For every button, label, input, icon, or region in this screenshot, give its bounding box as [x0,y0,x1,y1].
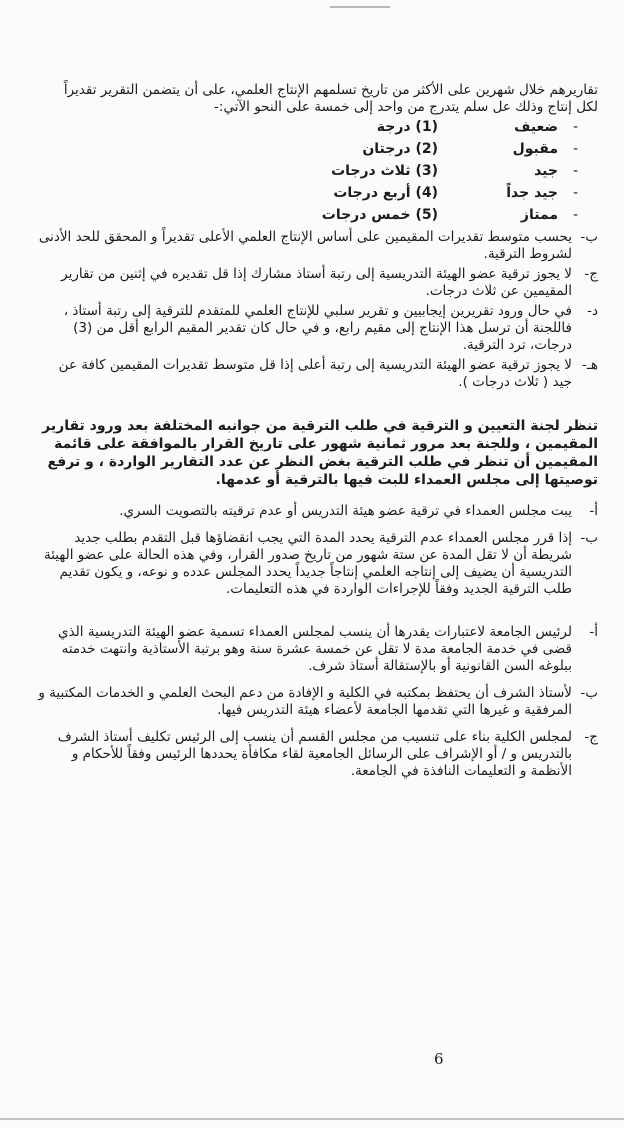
grades-list [258,116,578,226]
scan-artifact-top [330,6,390,8]
council-items [38,503,598,598]
grade-label: ممتاز [520,206,558,223]
item-marker: أ- [589,624,598,640]
intro-paragraph: تقاريرهم خلال شهرين على الأكثر من تاريخ تسلمهم الإنتاج العلمي، على أن يتضمن التقرير تقديراً لكل إنتاج وذلك عل سلم يتدرج من واحد إلى خمسة على النحو الآتي:- [63,82,598,115]
grade-label: مقبول [512,140,558,157]
item-marker: ب- [580,530,598,546]
grade-value: (5) خمس درجات [321,206,438,223]
page-number: 6 [434,1050,444,1068]
honorary-items [38,624,598,780]
grade-dash: - [572,162,578,179]
list-item [38,685,598,719]
grade-value: (1) درجة [376,118,438,135]
list-item [38,357,598,391]
grade-row [258,204,578,226]
grade-dash: - [572,206,578,223]
grade-value: (4) أربع درجات [333,184,438,201]
promotion-committee-paragraph: تنظر لجنة التعيين و الترقية في طلب الترقية من جوانبه المختلفة بعد ورود تقارير المقيمين ، وللجنة بعد مرور ثمانية شهور على تاريخ القرار بالموافقة على قائمة المقيمين أن تنظر في طلب الترقية بغض النظر عن عدد التقارير الواردة ، و ترفع توصيتها إلى مجلس العمداء للبت فيها بالترقية أو عدمها. [42,418,598,488]
grade-dash: - [572,118,578,135]
item-text: في حال ورود تقريرين إيجابيين و تقرير سلبي للإنتاج العلمي للمتقدم للترقية إلى رتبة أستاذ ، فاللجنة أن ترسل هذا الإنتاج إلى مقيم رابع، و في حال كان تقدير المقيم الرابع أقل من (3) درجات، ترد الترقية. [63,303,572,353]
list-item [38,729,598,780]
grade-value: (2) درجتان [362,140,438,157]
scan-artifact-bottom [0,1118,624,1120]
grade-dash: - [572,184,578,201]
list-item [38,303,598,354]
grade-value: (3) ثلاث درجات [331,162,438,179]
grade-row [258,116,578,138]
item-marker: ب- [580,229,598,245]
item-marker: أ- [589,503,598,519]
item-text: لرئيس الجامعة لاعتبارات يقدرها أن ينسب لمجلس العمداء تسمية عضو الهيئة التدريسية الذي قضى في خدمة الجامعة مدة لا تقل عن خمسة عشرة سنة وهو برتبة الأستاذية وانتهت خدمته ببلوغه السن القانونية أو بالإستقالة أستاذ شرف. [58,624,572,674]
grade-row [258,182,578,204]
item-text: لا يجوز ترقية عضو الهيئة التدريسية إلى رتبة أستاذ مشارك إذا قل تقديره في إثنين من تقارير المقيمين عن ثلاث درجات. [61,266,572,299]
grade-label: جيد [534,162,558,179]
grade-row [258,160,578,182]
item-text: يحسب متوسط تقديرات المقيمين على أساس الإنتاج العلمي الأعلى تقديراً و المحقق للحد الأدنى لشروط الترقية. [38,229,572,262]
list-item [38,229,598,263]
item-marker: ب- [580,685,598,701]
list-item [38,530,598,598]
item-text: لأستاذ الشرف أن يحتفظ بمكتبه في الكلية و الإفادة من دعم البحث العلمي و الخدمات المكتبية و المرفقية و غيرها التي تقدمها الجامعة لأعضاء هيئة التدريس فيها. [38,685,572,718]
page-content [38,82,598,780]
grade-dash: - [572,140,578,157]
list-item [38,266,598,300]
item-text: لمجلس الكلية بناء على تنسيب من مجلس القسم أن ينسب إلى الرئيس تكليف أستاذ الشرف بالتدريس و / أو الإشراف على الرسائل الجامعية لقاء مكافأة يحددها الرئيس وفقاً للأحكام و الأنظمة و التعليمات النافذة في الجامعة. [57,729,572,779]
item-text: إذا قرر مجلس العمداء عدم الترقية يحدد المدة التي يجب انقضاؤها قبل التقدم بطلب جديد شريطة أن لا تقل المدة عن ستة شهور من تاريخ صدور القرار، وفي هذه الحالة على عضو الهيئة التدريسية أن يضيف إلى إنتاجه العلمي إنتاجاً جديداً يحدد المجلس عدده و نوعه، و يكون تقديم طلب الترقية الجديد وفقاً للإجراءات الواردة في هذه التعليمات. [43,530,572,597]
list-item [38,624,598,675]
grade-row [258,138,578,160]
item-text: لا يجوز ترقية عضو الهيئة التدريسية إلى رتبة أعلى إذا قل متوسط تقديرات المقيمين كافة عن جيد ( ثلاث درجات ). [58,357,572,390]
item-marker: هـ- [582,357,598,373]
item-marker: ج- [584,729,598,745]
item-marker: ج- [584,266,598,282]
item-marker: د- [587,303,598,319]
grade-label: جيد جداً [506,184,558,201]
list-item [38,503,598,520]
grade-label: ضعيف [514,118,558,135]
item-text: يبت مجلس العمداء في ترقية عضو هيئة التدريس أو عدم ترقيته بالتصويت السري. [119,503,572,519]
